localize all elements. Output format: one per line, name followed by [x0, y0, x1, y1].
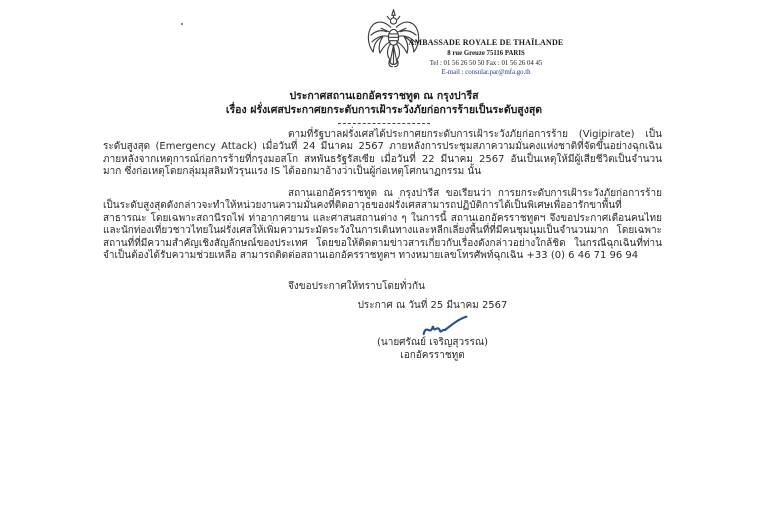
signer-name: (นายศรัณย์ เจริญสุวรรณ)	[376, 337, 489, 348]
paragraph-1: ตามที่รัฐบาลฝรั่งเศสได้ประกาศยกระดับการเฝ้าระวังภัยก่อการร้าย (Vigipirate) เป็นระดับสูงสุด (Emergency Attack) เมื่อวันที่ 24 มีนาคม 2567 ภายหลังการประชุมสภาความมั่นคงแห่งชาติที่จัดขึ้นอย่างฉุกเฉินภายหลังจากเหตุการณ์ก่อการร้ายที่กรุงมอสโก สหพันธรัฐรัสเซีย เมื่อวันที่ 22 มีนาคม 2567 อันเป็นเหตุให้มีผู้เสียชีวิตเป็นจำนวนมาก ซึ่งก่อเหตุโดยกลุ่มมุสลิมหัวรุนแรง IS ได้ออกมาอ้างว่าเป็นผู้ก่อเหตุโศกนาฏกรรม นั้น	[103, 129, 662, 178]
date-line: ประกาศ ณ วันที่ 25 มีนาคม 2567	[357, 300, 508, 311]
paragraph-2: สถานเอกอัครราชทูต ณ กรุงปารีส ขอเรียนว่า การยกระดับการเฝ้าระวังภัยก่อการร้ายเป็นระดับสูงสุดดังกล่าวจะทำให้หน่วยงานความมั่นคงที่ติดอาวุธของฝรั่งเศสสามารถปฏิบัติการได้เป็นพิเศษเพื่ออารักขาพื้นที่สาธารณะ โดยเฉพาะสถานีรถไฟ ท่าอากาศยาน และศาสนสถานต่าง ๆ ในการนี้ สถานเอกอัครราชทูตฯ จึงขอประกาศเตือนคนไทยและนักท่องเที่ยวชาวไทยในฝรั่งเศสให้เพิ่มความระมัดระวังในการเดินทางและหลีกเลี่ยงพื้นที่ที่มีคนชุมนุมเป็นจำนวนมาก โดยเฉพาะสถานที่ที่มีความสำคัญเชิงสัญลักษณ์ของประเทศ โดยขอให้ติดตามข่าวสารเกี่ยวกับเรื่องดังกล่าวอย่างใกล้ชิด ในกรณีฉุกเฉินที่ท่านจำเป็นต้องได้รับความช่วยเหลือ สามารถติดต่อสถานเอกอัครราชทูตฯ ทางหมายเลขโทรศัพท์ฉุกเฉิน +33 (0) 6 46 71 96 94	[103, 188, 662, 262]
signature-stroke	[424, 317, 467, 334]
dust-speck	[181, 23, 183, 25]
embassy-name: AMBASSADE ROYALE DE THAÏLANDE	[408, 38, 564, 47]
embassy-contact-block	[393, 38, 579, 76]
divider-dashed-line	[338, 123, 430, 124]
signer-title: เอกอัครราชทูต	[400, 350, 465, 361]
announcement-title: ประกาศสถานเอกอัครราชทูต ณ กรุงปารีส	[289, 90, 479, 102]
embassy-email: E-mail : consular.par@mfa.go.th	[441, 69, 531, 76]
signature	[418, 314, 472, 338]
embassy-address: 8 rue Greuze 75116 PARIS	[447, 50, 525, 57]
closing-line: จึงขอประกาศให้ทราบโดยทั่วกัน	[288, 281, 425, 292]
embassy-tel-fax: Tel : 01 56 26 50 50 Fax : 01 56 26 04 45	[429, 59, 543, 67]
announcement-subject: เรื่อง ฝรั่งเศสประกาศยกระดับการเฝ้าระวังภัยก่อการร้ายเป็นระดับสูงสุด	[225, 104, 543, 116]
